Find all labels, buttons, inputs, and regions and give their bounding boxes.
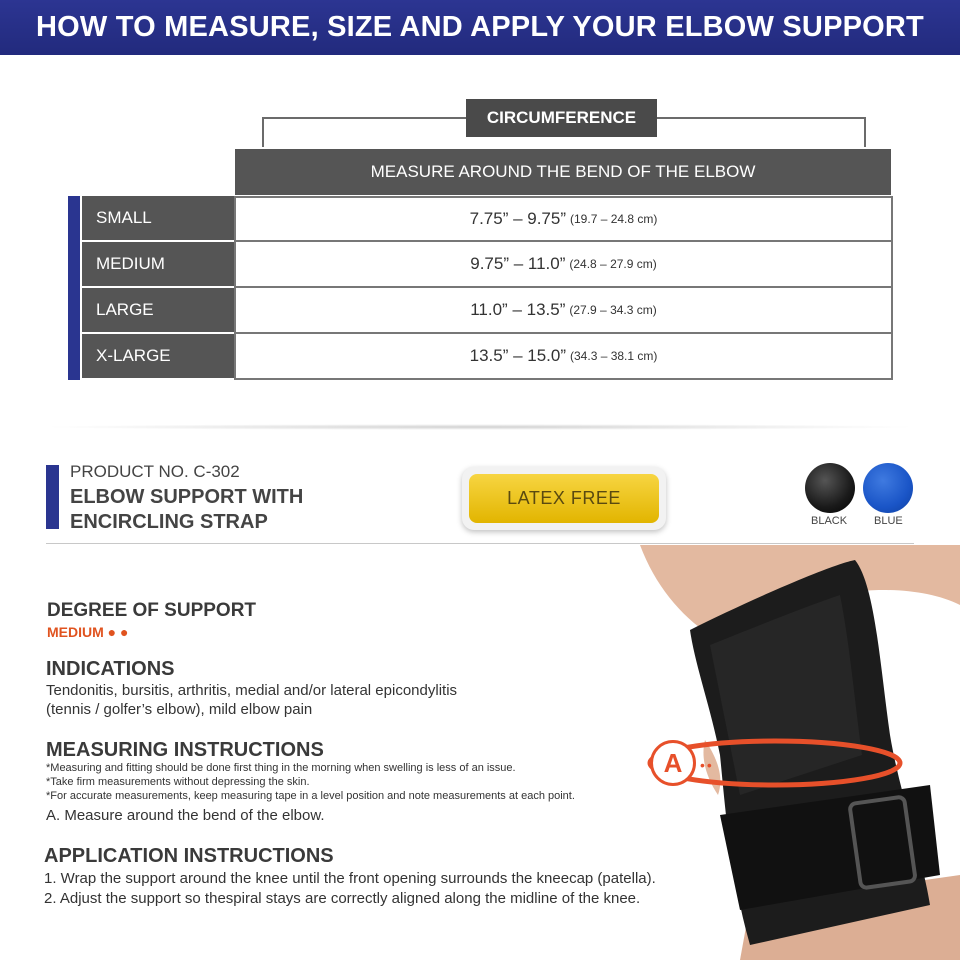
product-name [70,485,303,535]
product-accent-bar [46,465,59,529]
latex-free-badge [462,467,666,530]
table-row [68,334,893,380]
measuring-note-3: *For accurate measurements, keep measuring tape in a level position and note measurements at each point. [46,790,575,802]
size-table [68,196,893,380]
size-value [234,196,893,242]
product-number: PRODUCT NO. C-302 [70,462,240,481]
value-cm: (27.9 – 34.3 cm) [569,303,657,317]
size-label: X-LARGE [82,334,234,380]
measuring-title: MEASURING INSTRUCTIONS [46,739,324,761]
measuring-note-1: *Measuring and fitting should be done first thing in the morning when swelling is less of an issue. [46,762,516,774]
marker-label: A [663,747,683,778]
application-step-2: 2. Adjust the support so thespiral stays are correctly aligned along the midline of the knee. [44,890,641,907]
row-accent [68,242,82,288]
table-row [68,196,893,242]
value-cm: (19.7 – 24.8 cm) [570,212,658,226]
latex-free-label: LATEX FREE [469,474,659,523]
marker-connector: •• [700,757,714,773]
indications-title: INDICATIONS [46,658,175,680]
value-cm: (24.8 – 27.9 cm) [569,257,657,271]
support-title: DEGREE OF SUPPORT [47,600,257,621]
color-label-blue: BLUE [874,515,903,527]
table-row [68,288,893,334]
measure-point-a-icon [650,740,696,786]
indications-line1: Tendonitis, bursitis, arthritis, medial and/or lateral epicondylitis [46,682,458,699]
section-divider [40,424,920,430]
circumference-label: CIRCUMFERENCE [466,99,657,137]
product-divider [46,543,914,544]
row-accent [68,196,82,242]
page-title: HOW TO MEASURE, SIZE AND APPLY YOUR ELBOW SUPPORT [36,11,924,43]
application-step-1: 1. Wrap the support around the knee until the front opening surrounds the kneecap (patella). [44,870,656,887]
size-label: LARGE [82,288,234,334]
value-cm: (34.3 – 38.1 cm) [570,349,658,363]
row-accent [68,334,82,380]
measuring-note-2: *Take firm measurements without depressing the skin. [46,776,310,788]
value-inches: 9.75” – 11.0” [470,254,566,273]
support-level: MEDIUM ● ● [47,624,129,640]
color-label-black: BLACK [811,515,848,527]
value-inches: 11.0” – 13.5” [470,300,566,319]
product-name-line2: ENCIRCLING STRAP [70,511,268,533]
size-value [234,242,893,288]
color-swatch-blue[interactable] [863,463,913,513]
size-label: SMALL [82,196,234,242]
indications-line2: (tennis / golfer’s elbow), mild elbow pain [46,701,313,718]
page-header [0,0,960,55]
size-value [234,334,893,380]
row-accent [68,288,82,334]
size-value [234,288,893,334]
measuring-step-a: A. Measure around the bend of the elbow. [46,807,325,824]
measure-column-header: MEASURE AROUND THE BEND OF THE ELBOW [235,149,891,195]
size-label: MEDIUM [82,242,234,288]
product-name-line1: ELBOW SUPPORT WITH [70,486,304,508]
application-title: APPLICATION INSTRUCTIONS [44,845,334,867]
value-inches: 7.75” – 9.75” [469,209,567,228]
color-swatch-black[interactable] [805,463,855,513]
table-row [68,242,893,288]
value-inches: 13.5” – 15.0” [469,346,567,365]
